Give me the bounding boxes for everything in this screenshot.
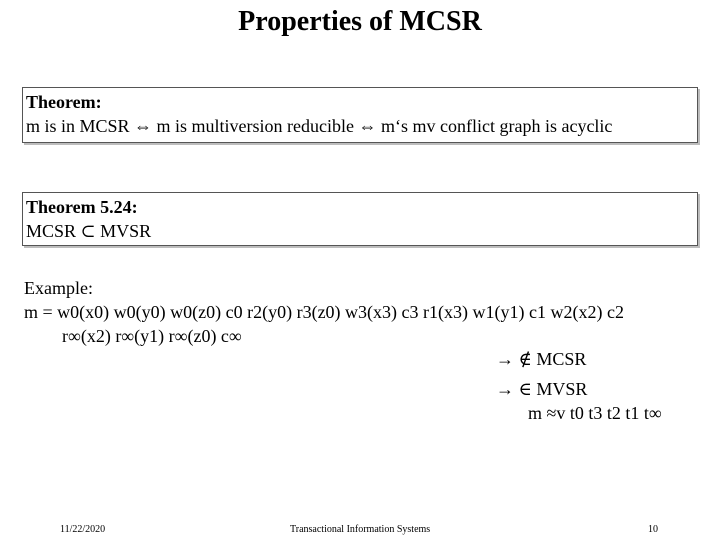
example-schedule-line-1: m = w0(x0) w0(y0) w0(z0) c0 r2(y0) r3(z0) w3(x3) c3 r1(x3) w1(y1) c1 w2(x2) c2: [24, 302, 624, 322]
footer-page-number: 10: [648, 524, 658, 535]
example-result-equivalence: m ≈v t0 t3 t2 t1 t∞: [528, 403, 662, 423]
example-result-not-mcsr: → ∉ MCSR: [496, 349, 587, 369]
example-label: Example:: [24, 278, 93, 298]
theorem-box-2: [22, 192, 698, 246]
theorem-box-1: [22, 87, 698, 143]
example-schedule-line-2: r∞(x2) r∞(y1) r∞(z0) c∞: [62, 326, 242, 346]
slide-title: Properties of MCSR: [238, 6, 482, 37]
example-result-mvsr: → ∈ MVSR: [496, 379, 588, 399]
footer-title: Transactional Information Systems: [290, 524, 431, 535]
theorem-2-text: MCSR ⊂ MVSR: [26, 221, 152, 241]
theorem-1-text: m is in MCSR ⇔ m is multiversion reducible ⇔ m‘s mv conflict graph is acyclic: [26, 116, 613, 136]
example-section: [24, 276, 704, 348]
theorem-1-heading: Theorem:: [26, 92, 102, 112]
footer-date: 11/22/2020: [60, 524, 106, 535]
theorem-2-heading: Theorem 5.24:: [26, 197, 138, 217]
